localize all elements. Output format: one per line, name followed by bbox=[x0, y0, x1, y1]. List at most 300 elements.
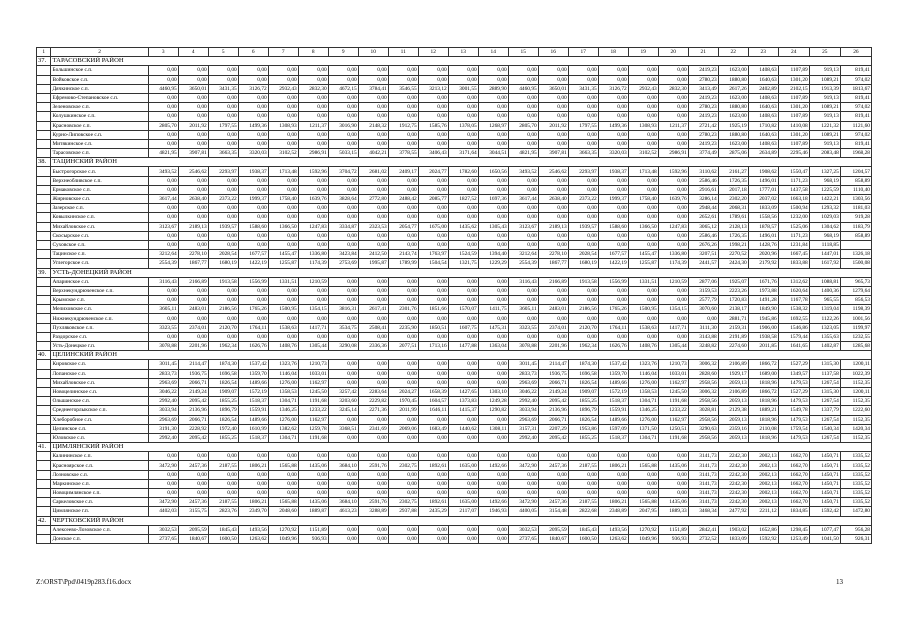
table-cell: 0,00 bbox=[358, 185, 388, 194]
row-number-cell bbox=[37, 305, 51, 314]
table-row bbox=[37, 149, 872, 158]
table-cell: 0,00 bbox=[628, 112, 658, 121]
table-cell: 0,00 bbox=[508, 240, 538, 249]
table-row bbox=[37, 489, 872, 498]
table-cell: 1662,70 bbox=[778, 498, 809, 507]
table-cell: 0,00 bbox=[358, 433, 388, 442]
table-cell: 1565,88 bbox=[268, 461, 298, 470]
table-cell: 0,00 bbox=[358, 204, 388, 213]
table-cell: 0,00 bbox=[208, 489, 238, 498]
table-cell: 2066,71 bbox=[538, 378, 568, 387]
table-cell: 1537,42 bbox=[238, 360, 268, 369]
table-cell: 0,00 bbox=[418, 103, 448, 112]
settlement-name-cell: 40. bbox=[37, 351, 51, 360]
row-number-cell bbox=[37, 415, 51, 424]
table-cell: 2986,91 bbox=[658, 149, 688, 158]
table-cell: 1489,66 bbox=[598, 415, 628, 424]
table-cell: 1210,73 bbox=[298, 360, 328, 369]
table-cell: 0,00 bbox=[358, 103, 388, 112]
table-cell: 3534,75 bbox=[328, 323, 358, 332]
table-cell: 0,00 bbox=[448, 378, 478, 387]
table-cell: 11 bbox=[388, 48, 418, 57]
table-cell: 0,00 bbox=[478, 470, 508, 479]
table-cell: 1789,99 bbox=[388, 259, 418, 268]
district-header-row bbox=[37, 351, 872, 360]
table-cell: 1626,76 bbox=[598, 342, 628, 351]
table-cell: 0,00 bbox=[358, 314, 388, 323]
table-cell: 0,00 bbox=[298, 452, 328, 461]
table-cell: 0,00 bbox=[268, 93, 298, 102]
table-cell: 2937,88 bbox=[388, 507, 418, 516]
table-cell: 1146,04 bbox=[628, 369, 658, 378]
table-cell: 2992,40 bbox=[508, 433, 538, 442]
settlement-name-cell: Среднеегорлыкское с.п. bbox=[51, 406, 148, 415]
table-cell: 1680,19 bbox=[208, 259, 238, 268]
table-cell: 0,00 bbox=[418, 452, 448, 461]
table-cell: 1623,00 bbox=[718, 93, 748, 102]
row-number-cell bbox=[37, 204, 51, 213]
settlement-name-cell: Верхнеобливское с.п. bbox=[51, 176, 148, 185]
table-cell: 1171,23 bbox=[778, 176, 809, 185]
table-cell: 3605,11 bbox=[148, 305, 178, 314]
table-cell: 4460,95 bbox=[148, 84, 178, 93]
table-cell: 919,13 bbox=[809, 112, 840, 121]
row-number-cell bbox=[37, 66, 51, 75]
table-cell: 2083,48 bbox=[809, 149, 840, 158]
table-cell: 2681,02 bbox=[358, 167, 388, 176]
table-row bbox=[37, 369, 872, 378]
table-cell: 1782,60 bbox=[448, 167, 478, 176]
table-cell: 3046,22 bbox=[148, 387, 178, 396]
table-cell: 856,53 bbox=[840, 296, 871, 305]
table-cell: 1107,89 bbox=[778, 66, 809, 75]
table-cell: 0,00 bbox=[328, 231, 358, 240]
table-cell: 1720,83 bbox=[718, 296, 748, 305]
table-cell: 1938,37 bbox=[238, 167, 268, 176]
table-row bbox=[37, 176, 872, 185]
table-cell: 2302,20 bbox=[718, 195, 748, 204]
table-cell: 0,00 bbox=[478, 415, 508, 424]
table-cell: 1152,35 bbox=[840, 433, 871, 442]
table-cell: 1210,73 bbox=[658, 360, 688, 369]
table-cell: 1683,49 bbox=[418, 424, 448, 433]
table-cell: 5 bbox=[208, 48, 238, 57]
table-cell: 2095,59 bbox=[538, 525, 568, 534]
district-header-row bbox=[37, 443, 872, 452]
table-cell: 0,00 bbox=[178, 452, 208, 461]
table-cell: 1909,07 bbox=[208, 387, 238, 396]
table-cell: 2270,52 bbox=[718, 250, 748, 259]
table-cell: 0,00 bbox=[208, 479, 238, 488]
table-cell: 0,00 bbox=[568, 66, 598, 75]
table-cell: 0,00 bbox=[388, 332, 418, 341]
table-cell: 0,00 bbox=[358, 75, 388, 84]
table-cell: 2832,30 bbox=[658, 84, 688, 93]
table-cell: 3028,81 bbox=[688, 406, 718, 415]
table-cell: 1304,71 bbox=[628, 397, 658, 406]
table-cell: 1382,62 bbox=[268, 424, 298, 433]
table-cell: 0,00 bbox=[148, 176, 178, 185]
table-cell: 1806,21 bbox=[238, 498, 268, 507]
table-cell: 1191,68 bbox=[658, 397, 688, 406]
row-number-cell bbox=[37, 93, 51, 102]
table-cell: 1970,45 bbox=[388, 397, 418, 406]
table-cell: 1146,04 bbox=[268, 369, 298, 378]
table-cell: 1600,50 bbox=[208, 534, 238, 543]
table-cell: 0,00 bbox=[598, 176, 628, 185]
table-cell: 0,00 bbox=[628, 332, 658, 341]
table-cell: 1496,01 bbox=[748, 176, 778, 185]
table-cell: 0,00 bbox=[238, 332, 268, 341]
table-cell: 1650,56 bbox=[478, 167, 508, 176]
table-cell: 1088,81 bbox=[809, 277, 840, 286]
table-cell: 0,00 bbox=[478, 231, 508, 240]
table-cell: 965,55 bbox=[809, 296, 840, 305]
row-number-cell bbox=[37, 406, 51, 415]
table-cell: 1889,33 bbox=[658, 507, 688, 516]
settlement-name-cell: Красноярское с.п. bbox=[51, 461, 148, 470]
table-cell: 2457,36 bbox=[538, 498, 568, 507]
table-row bbox=[37, 507, 872, 516]
table-cell: 2419,23 bbox=[688, 66, 718, 75]
table-cell: 0,00 bbox=[418, 489, 448, 498]
table-cell: 3141,73 bbox=[688, 489, 718, 498]
table-cell: 3111,30 bbox=[688, 323, 718, 332]
table-cell: 0,00 bbox=[418, 185, 448, 194]
table-cell: 1022,39 bbox=[840, 369, 871, 378]
table-cell: 0,00 bbox=[178, 75, 208, 84]
table-row bbox=[37, 479, 872, 488]
table-cell: 2457,36 bbox=[538, 461, 568, 470]
table-cell: 0,00 bbox=[298, 213, 328, 222]
table-cell: 0,00 bbox=[358, 332, 388, 341]
table-cell: 0,00 bbox=[178, 103, 208, 112]
table-cell: 3078,88 bbox=[508, 342, 538, 351]
table-cell: 0,00 bbox=[268, 176, 298, 185]
table-cell: 1889,21 bbox=[748, 406, 778, 415]
table-cell: 1662,70 bbox=[778, 452, 809, 461]
table-cell: 2652,61 bbox=[688, 213, 718, 222]
table-row bbox=[37, 397, 872, 406]
table-cell: 3413,49 bbox=[688, 84, 718, 93]
row-number-cell bbox=[37, 369, 51, 378]
table-cell: 2011,92 bbox=[538, 121, 568, 130]
table-cell: 1210,59 bbox=[298, 277, 328, 286]
table-cell: 1191,68 bbox=[658, 433, 688, 442]
table-cell: 1908,62 bbox=[748, 167, 778, 176]
table-cell: 2617,26 bbox=[718, 84, 748, 93]
settlement-name-cell: Маркинское с.п. bbox=[51, 479, 148, 488]
settlement-name-cell: Зеленовское с.п. bbox=[51, 103, 148, 112]
table-row bbox=[37, 470, 872, 479]
table-cell: 2373,22 bbox=[568, 195, 598, 204]
table-cell: 0,00 bbox=[508, 296, 538, 305]
table-cell: 0,00 bbox=[388, 415, 418, 424]
table-cell: 0,00 bbox=[598, 213, 628, 222]
table-cell: 9 bbox=[328, 48, 358, 57]
table-cell: 0,00 bbox=[658, 479, 688, 488]
table-cell: 0,00 bbox=[238, 479, 268, 488]
table-cell: 3123,67 bbox=[148, 222, 178, 231]
table-cell: 2187,55 bbox=[568, 498, 598, 507]
table-cell: 3323,55 bbox=[508, 323, 538, 332]
table-cell: 0,00 bbox=[538, 231, 568, 240]
table-cell: 0,00 bbox=[178, 139, 208, 148]
table-cell: 1233,22 bbox=[298, 406, 328, 415]
table-cell: 1499,36 bbox=[598, 121, 628, 130]
table-cell: 1806,21 bbox=[598, 498, 628, 507]
table-cell: 0,00 bbox=[658, 176, 688, 185]
row-number-cell bbox=[37, 397, 51, 406]
table-cell: 2201,96 bbox=[178, 342, 208, 351]
table-cell: 1410,08 bbox=[778, 121, 809, 130]
table-row bbox=[37, 406, 872, 415]
table-cell: 1298,45 bbox=[778, 525, 809, 534]
table-cell: 2054,77 bbox=[388, 222, 418, 231]
table-cell: 3617,44 bbox=[508, 195, 538, 204]
table-cell: 1896,79 bbox=[208, 406, 238, 415]
table-cell: 0,00 bbox=[508, 314, 538, 323]
table-cell: 1029,03 bbox=[809, 213, 840, 222]
table-cell: 1635,00 bbox=[448, 461, 478, 470]
row-number-cell bbox=[37, 222, 51, 231]
settlement-name-cell: Красновское с.п. bbox=[51, 121, 148, 130]
table-cell: 2189,13 bbox=[178, 222, 208, 231]
table-cell: 2441,57 bbox=[688, 259, 718, 268]
row-number-cell bbox=[37, 103, 51, 112]
table-cell: 2737,65 bbox=[508, 534, 538, 543]
table-cell: 0,00 bbox=[508, 130, 538, 139]
table-cell: 0,00 bbox=[268, 452, 298, 461]
table-cell: 1880,80 bbox=[718, 103, 748, 112]
table-cell: 4672,15 bbox=[328, 84, 358, 93]
table-cell: 1174,39 bbox=[298, 259, 328, 268]
table-cell: 1447,01 bbox=[809, 250, 840, 259]
table-cell: 0,00 bbox=[238, 286, 268, 295]
table-cell: 1255,87 bbox=[628, 259, 658, 268]
table-cell: 936,93 bbox=[658, 534, 688, 543]
table-cell: 2932,43 bbox=[628, 84, 658, 93]
table-cell: 2591,76 bbox=[358, 498, 388, 507]
table-cell: 2577,79 bbox=[688, 296, 718, 305]
table-cell: 2780,23 bbox=[688, 103, 718, 112]
table-cell: 2120,70 bbox=[208, 323, 238, 332]
table-cell: 1662,70 bbox=[778, 470, 809, 479]
row-number-cell bbox=[37, 433, 51, 442]
table-cell: 2095,42 bbox=[178, 397, 208, 406]
table-cell: 2059,13 bbox=[718, 397, 748, 406]
table-cell: 1263,62 bbox=[598, 534, 628, 543]
table-cell: 0,00 bbox=[598, 296, 628, 305]
table-row bbox=[37, 415, 872, 424]
table-cell: 1549,78 bbox=[778, 406, 809, 415]
table-cell: 0,00 bbox=[598, 314, 628, 323]
table-cell: 1200,11 bbox=[840, 360, 871, 369]
table-cell: 1267,54 bbox=[809, 415, 840, 424]
table-cell: 1301,20 bbox=[778, 130, 809, 139]
table-cell: 0,00 bbox=[388, 470, 418, 479]
settlement-name-cell: Новоцелинское с.п. bbox=[51, 387, 148, 396]
table-cell: 3828,64 bbox=[328, 195, 358, 204]
table-cell: 3155,75 bbox=[178, 507, 208, 516]
row-number-cell bbox=[37, 84, 51, 93]
table-cell: 0,00 bbox=[448, 360, 478, 369]
table-cell: 3141,73 bbox=[688, 470, 718, 479]
table-cell: 18 bbox=[598, 48, 628, 57]
table-cell: 1998,21 bbox=[718, 240, 748, 249]
table-row bbox=[37, 461, 872, 470]
table-cell: 1001,56 bbox=[840, 314, 871, 323]
table-cell: 0,00 bbox=[238, 112, 268, 121]
table-cell: 1346,25 bbox=[628, 406, 658, 415]
table-cell: 0,00 bbox=[178, 66, 208, 75]
table-cell: 2963,69 bbox=[148, 415, 178, 424]
table-cell: 0,00 bbox=[418, 296, 448, 305]
table-cell: 5033,15 bbox=[328, 149, 358, 158]
table-cell: 1319,04 bbox=[809, 305, 840, 314]
table-cell: 0,00 bbox=[568, 314, 598, 323]
table-cell: 0,00 bbox=[298, 240, 328, 249]
table-cell: 1925,07 bbox=[718, 277, 748, 286]
table-cell: 1415,37 bbox=[448, 406, 478, 415]
table-cell: 0,00 bbox=[328, 286, 358, 295]
table-cell: 0,00 bbox=[388, 176, 418, 185]
table-cell: 1765,26 bbox=[598, 305, 628, 314]
table-cell: 0,00 bbox=[208, 314, 238, 323]
table-cell: 1592,96 bbox=[298, 167, 328, 176]
table-cell: 2186,56 bbox=[208, 305, 238, 314]
table-cell: 0,00 bbox=[658, 103, 688, 112]
table-cell: 0,00 bbox=[148, 332, 178, 341]
table-cell: 0,00 bbox=[328, 332, 358, 341]
table-cell: 0,00 bbox=[178, 240, 208, 249]
table-cell: 919,13 bbox=[809, 139, 840, 148]
table-cell: 2068,31 bbox=[718, 204, 748, 213]
table-cell: 1972,40 bbox=[208, 424, 238, 433]
table-cell: 1301,20 bbox=[778, 103, 809, 112]
table-cell: 3126,72 bbox=[238, 84, 268, 93]
table-cell: 4821,95 bbox=[508, 149, 538, 158]
table-cell: 0,00 bbox=[328, 525, 358, 534]
table-cell: 2842,41 bbox=[688, 525, 718, 534]
table-cell: 3248,82 bbox=[688, 342, 718, 351]
table-cell: 1518,37 bbox=[238, 397, 268, 406]
table-cell: 0,00 bbox=[268, 204, 298, 213]
table-cell: 0,00 bbox=[568, 452, 598, 461]
table-cell: 0,00 bbox=[178, 296, 208, 305]
table-cell: 2069,06 bbox=[388, 424, 418, 433]
table-cell: 0,00 bbox=[298, 75, 328, 84]
table-cell: 0,00 bbox=[148, 296, 178, 305]
table-cell: 3032,53 bbox=[508, 525, 538, 534]
table-cell: 0,00 bbox=[238, 452, 268, 461]
table-cell: 1394,40 bbox=[478, 250, 508, 259]
table-cell: 1450,71 bbox=[809, 470, 840, 479]
tariff-table-page bbox=[36, 47, 872, 544]
table-cell: 0,00 bbox=[658, 452, 688, 461]
table-cell: 2106,89 bbox=[718, 387, 748, 396]
table-cell: 0,00 bbox=[328, 378, 358, 387]
table-row bbox=[37, 204, 872, 213]
table-cell: 0,00 bbox=[598, 231, 628, 240]
table-cell: 1122,26 bbox=[809, 314, 840, 323]
table-cell: 1315,30 bbox=[809, 387, 840, 396]
table-cell: 2805,70 bbox=[148, 121, 178, 130]
table-cell: 0,00 bbox=[328, 185, 358, 194]
row-number-cell bbox=[37, 250, 51, 259]
table-cell: 0,00 bbox=[298, 93, 328, 102]
table-cell: 0,00 bbox=[418, 286, 448, 295]
settlement-name-cell: Крымское с.п. bbox=[51, 296, 148, 305]
table-cell: 3684,10 bbox=[328, 498, 358, 507]
table-cell: 1696,58 bbox=[568, 369, 598, 378]
table-cell: 1479,53 bbox=[778, 433, 809, 442]
table-cell: 1763,97 bbox=[418, 250, 448, 259]
table-cell: 0,00 bbox=[628, 75, 658, 84]
table-cell: 919,28 bbox=[840, 213, 871, 222]
table-cell: 0,00 bbox=[538, 489, 568, 498]
table-cell: 1435,06 bbox=[658, 461, 688, 470]
table-cell: 1855,25 bbox=[208, 397, 238, 406]
table-cell: 1496,01 bbox=[748, 231, 778, 240]
table-cell: 0,00 bbox=[268, 332, 298, 341]
table-cell: 2992,40 bbox=[508, 397, 538, 406]
table-cell: 3006,32 bbox=[688, 387, 718, 396]
table-cell: 0,00 bbox=[508, 66, 538, 75]
table-cell: 0,00 bbox=[298, 231, 328, 240]
table-cell: 1818,96 bbox=[748, 397, 778, 406]
table-row bbox=[37, 296, 872, 305]
table-cell: 2586,46 bbox=[688, 176, 718, 185]
table-cell: 1493,56 bbox=[598, 525, 628, 534]
table-cell: 1323,76 bbox=[628, 360, 658, 369]
table-cell: 3493,52 bbox=[148, 167, 178, 176]
table-cell: 1303,56 bbox=[840, 195, 871, 204]
table-row bbox=[37, 195, 872, 204]
table-cell: 0,00 bbox=[298, 139, 328, 148]
table-cell: 1422,19 bbox=[238, 259, 268, 268]
settlement-name-cell: Новоцимлянское с.п. bbox=[51, 489, 148, 498]
table-cell: 1607,75 bbox=[448, 323, 478, 332]
settlement-name-cell: Жирновское с.п. bbox=[51, 195, 148, 204]
table-cell: 1455,47 bbox=[628, 250, 658, 259]
table-cell: 2554,39 bbox=[148, 259, 178, 268]
table-cell: 2138,17 bbox=[718, 305, 748, 314]
table-cell: 19 bbox=[628, 48, 658, 57]
table-cell: 2419,23 bbox=[688, 139, 718, 148]
table-cell: 1270,92 bbox=[268, 525, 298, 534]
table-cell: 0,00 bbox=[568, 240, 598, 249]
table-cell: 0,00 bbox=[418, 378, 448, 387]
table-cell: 1662,70 bbox=[778, 479, 809, 488]
table-cell: 1308,93 bbox=[628, 121, 658, 130]
table-cell: 1162,97 bbox=[298, 415, 328, 424]
settlement-name-cell: Михайловское с.п. bbox=[51, 222, 148, 231]
table-cell: 0,00 bbox=[238, 489, 268, 498]
table-cell: 2881,71 bbox=[718, 314, 748, 323]
table-cell: 1276,00 bbox=[268, 378, 298, 387]
row-number-cell bbox=[37, 332, 51, 341]
table-cell: 1276,00 bbox=[628, 378, 658, 387]
table-cell: 0,00 bbox=[448, 93, 478, 102]
table-cell: 0,00 bbox=[208, 103, 238, 112]
table-cell: 1336,80 bbox=[658, 250, 688, 259]
table-cell: 2059,13 bbox=[718, 378, 748, 387]
table-cell: 0,00 bbox=[628, 314, 658, 323]
table-cell: 1411,75 bbox=[478, 305, 508, 314]
table-cell: 2419,23 bbox=[688, 93, 718, 102]
table-cell: 0,00 bbox=[208, 66, 238, 75]
